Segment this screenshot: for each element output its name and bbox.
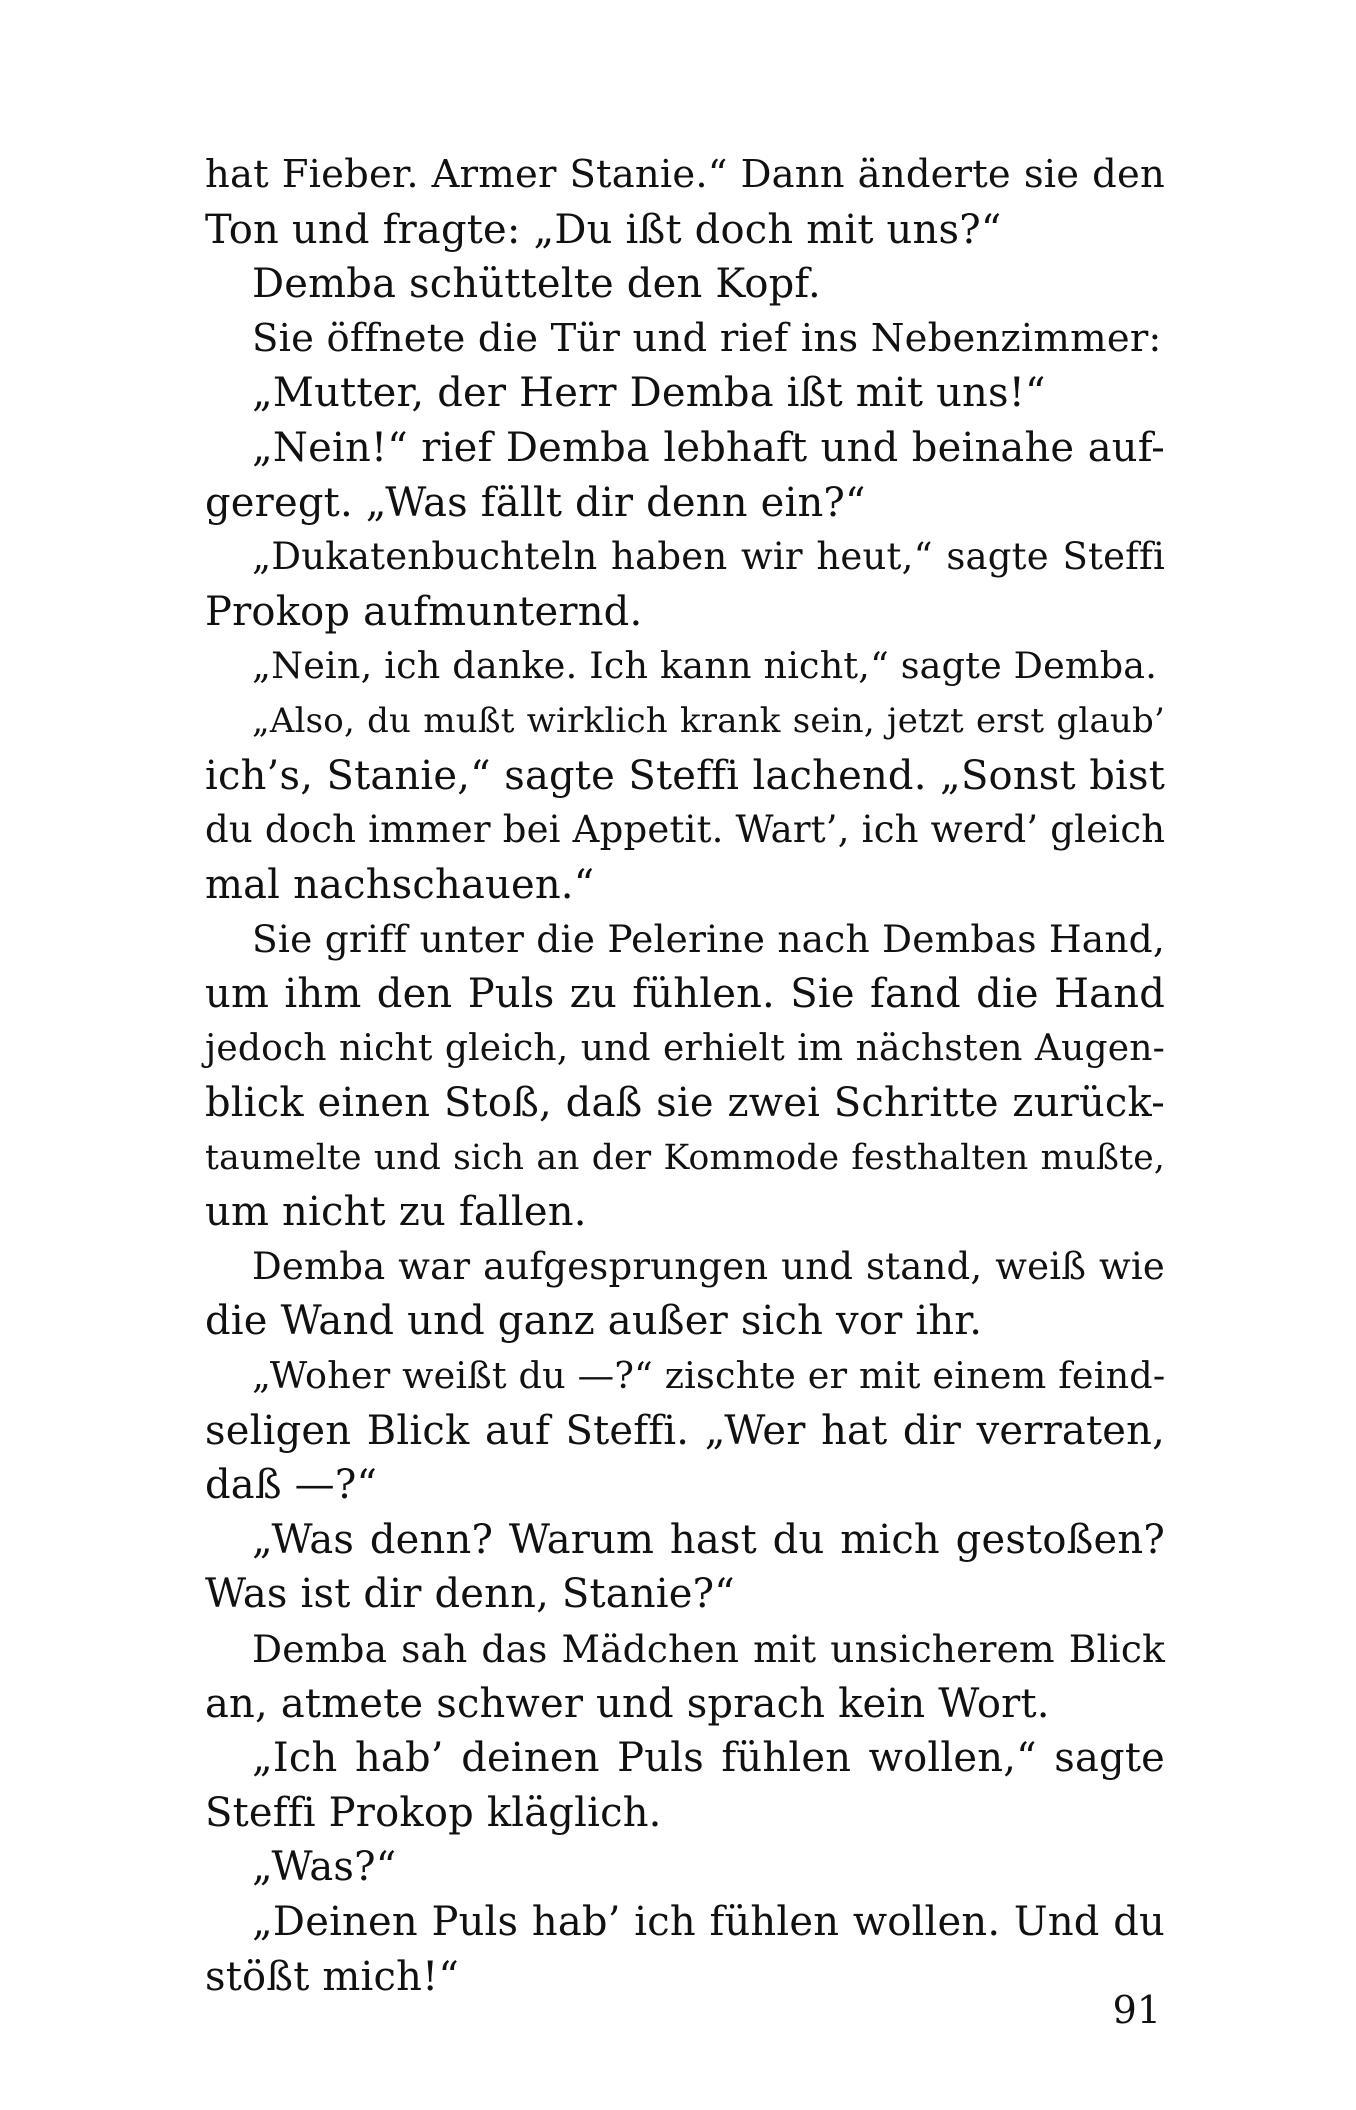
- body-text: [205, 148, 1165, 2004]
- text-line: Sie öffnete die Tür und rief ins Nebenzimmer:: [252, 315, 1162, 361]
- text-line: mal nachschauen.“: [205, 861, 595, 908]
- text-line: „Nein, ich danke. Ich kann nicht,“ sagte Demba.: [252, 644, 1158, 688]
- text-line: du doch immer bei Appetit. Wart’, ich werd’ gleich: [205, 808, 1166, 852]
- text-line: um ihm den Puls zu fühlen. Sie fand die Hand: [205, 970, 1165, 1017]
- text-line: taumelte und sich an der Kommode festhalten mußte,: [205, 1137, 1165, 1178]
- text-line: „Deinen Puls hab’ ich fühlen wollen. Und du: [252, 1899, 1165, 1945]
- text-line: blick einen Stoß, daß sie zwei Schritte zurück-: [205, 1080, 1165, 1127]
- text-line: daß —?“: [205, 1462, 378, 1509]
- text-line: „Woher weißt du —?“ zischte er mit einem feind-: [252, 1354, 1166, 1398]
- page-number: 91: [1112, 1988, 1161, 2032]
- text-line: Demba sah das Mädchen mit unsicherem Blick: [252, 1627, 1165, 1672]
- text-line: Was ist dir denn, Stanie?“: [205, 1571, 735, 1618]
- text-line: Steffi Prokop kläglich.: [205, 1789, 662, 1836]
- text-line: „Nein!“ rief Demba lebhaft und beinahe auf-: [252, 424, 1165, 471]
- text-line: die Wand und ganz außer sich vor ihr.: [205, 1298, 983, 1345]
- text-line: seligen Blick auf Steffi. „Wer hat dir verraten,: [205, 1407, 1165, 1454]
- text-line: „Ich hab’ deinen Puls fühlen wollen,“ sagte: [252, 1735, 1165, 1782]
- text-line: „Was denn? Warum hast du mich gestoßen?: [252, 1516, 1165, 1563]
- text-line: Demba war aufgesprungen und stand, weiß wie: [252, 1244, 1165, 1288]
- text-line: hat Fieber. Armer Stanie.“ Dann änderte sie den: [205, 152, 1165, 197]
- text-line: an, atmete schwer und sprach kein Wort.: [205, 1680, 1050, 1727]
- text-line: stößt mich!“: [205, 1953, 460, 2000]
- text-line: Demba schüttelte den Kopf.: [252, 261, 821, 308]
- text-line: Ton und fragte: „Du ißt doch mit uns?“: [205, 206, 1002, 253]
- text-line: „Also, du mußt wirklich krank sein, jetzt erst glaub’: [252, 700, 1165, 741]
- text-line: ich’s, Stanie,“ sagte Steffi lachend. „Sonst bist: [205, 752, 1165, 799]
- text-line: jedoch nicht gleich, und erhielt im nächsten Augen-: [205, 1027, 1165, 1069]
- text-line: „Dukatenbuchteln haben wir heut,“ sagte Steffi: [252, 535, 1165, 579]
- text-line: um nicht zu fallen.: [205, 1189, 587, 1236]
- text-line: Prokop aufmunternd.: [205, 588, 643, 635]
- text-line: „Was?“: [252, 1844, 397, 1891]
- text-line: Sie griff unter die Pelerine nach Dembas Hand,: [252, 917, 1165, 962]
- text-line: geregt. „Was fällt dir denn ein?“: [205, 479, 866, 526]
- text-line: „Mutter, der Herr Demba ißt mit uns!“: [252, 370, 1046, 417]
